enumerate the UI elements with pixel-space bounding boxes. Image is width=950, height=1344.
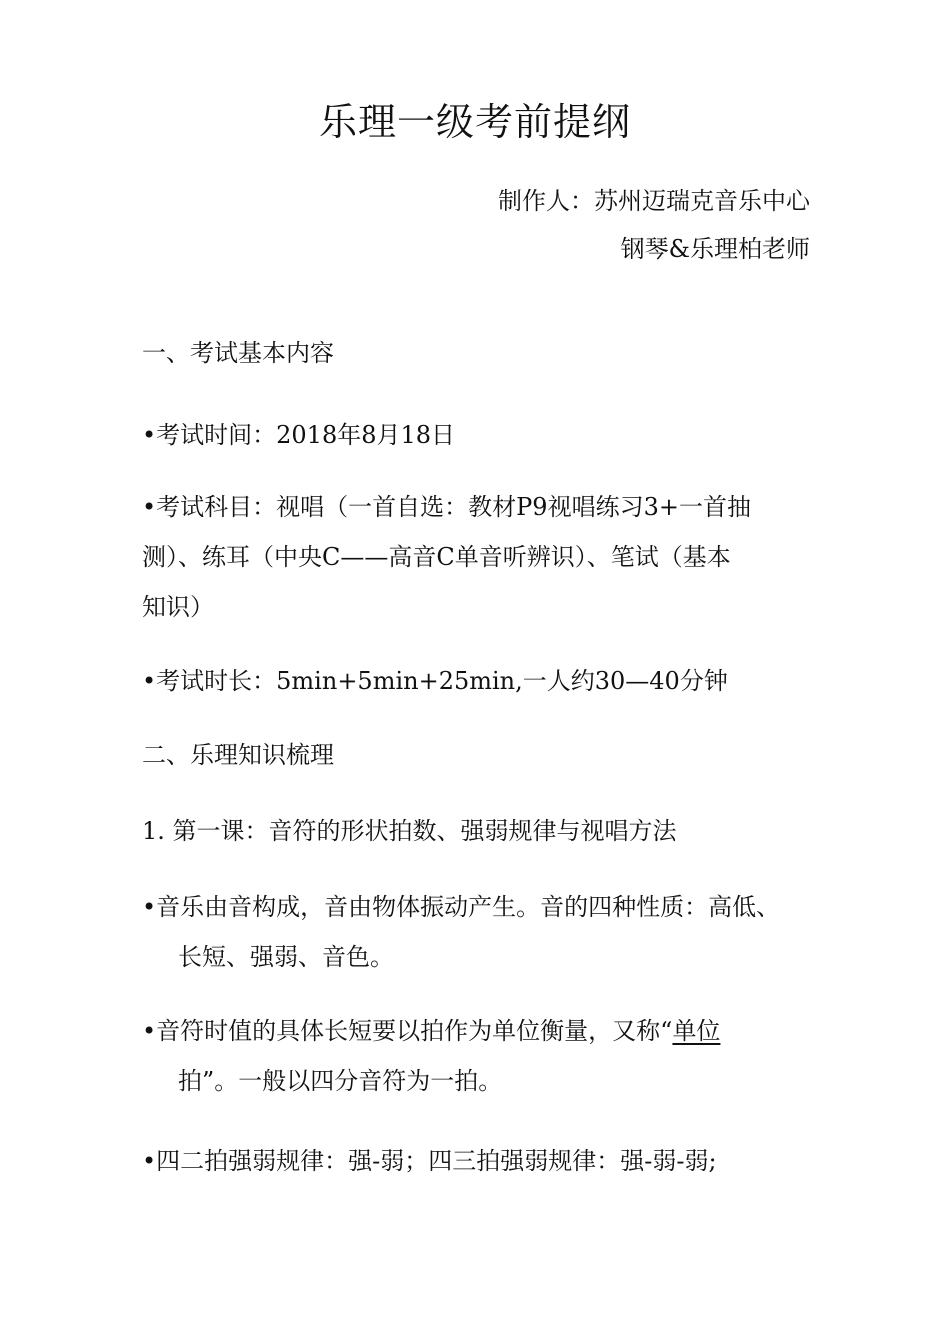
exam-subjects-line-3: 知识） xyxy=(142,593,214,621)
document-title: 乐理一级考前提纲 xyxy=(318,100,631,144)
note-strong-weak-pattern: •四二拍强弱规律：强-弱；四三拍强弱规律：强-弱-弱; xyxy=(142,1147,717,1175)
section-1-heading: 一、考试基本内容 xyxy=(142,339,334,367)
author-line-2: 钢琴&乐理柏老师 xyxy=(620,235,810,263)
exam-subjects-line-1: •考试科目：视唱（一首自选：教材P9视唱练习3+一首抽 xyxy=(142,493,751,521)
note-sound-properties xyxy=(142,882,814,982)
note-sound-properties-line-1: •音乐由音构成，音由物体振动产生。音的四种性质：高低、 xyxy=(142,893,781,921)
exam-subjects-item xyxy=(142,482,814,632)
note-beat-unit-line-2: 拍”。一般以四分音符为一拍。 xyxy=(178,1067,503,1095)
author-line-1: 制作人：苏州迈瑞克音乐中心 xyxy=(498,187,810,215)
exam-subjects-line-2: 测）、练耳（中央C——高音C单音听辨识）、笔试（基本 xyxy=(142,543,731,571)
exam-time-item: •考试时间：2018年8月18日 xyxy=(142,421,456,449)
note-sound-properties-line-2: 长短、强弱、音色。 xyxy=(178,943,394,971)
note-beat-unit-prefix: •音符时值的具体长短要以拍作为单位衡量，又称“ xyxy=(142,1017,673,1045)
note-beat-unit-line-1 xyxy=(142,1006,814,1056)
note-beat-unit-underlined: 单位 xyxy=(672,1017,721,1045)
note-beat-unit xyxy=(142,1006,814,1106)
exam-duration-item: •考试时长：5min+5min+25min,一人约30—40分钟 xyxy=(142,667,728,695)
lesson-1-heading: 1. 第一课：音符的形状拍数、强弱规律与视唱方法 xyxy=(142,817,677,845)
section-2-heading: 二、乐理知识梳理 xyxy=(142,741,334,769)
